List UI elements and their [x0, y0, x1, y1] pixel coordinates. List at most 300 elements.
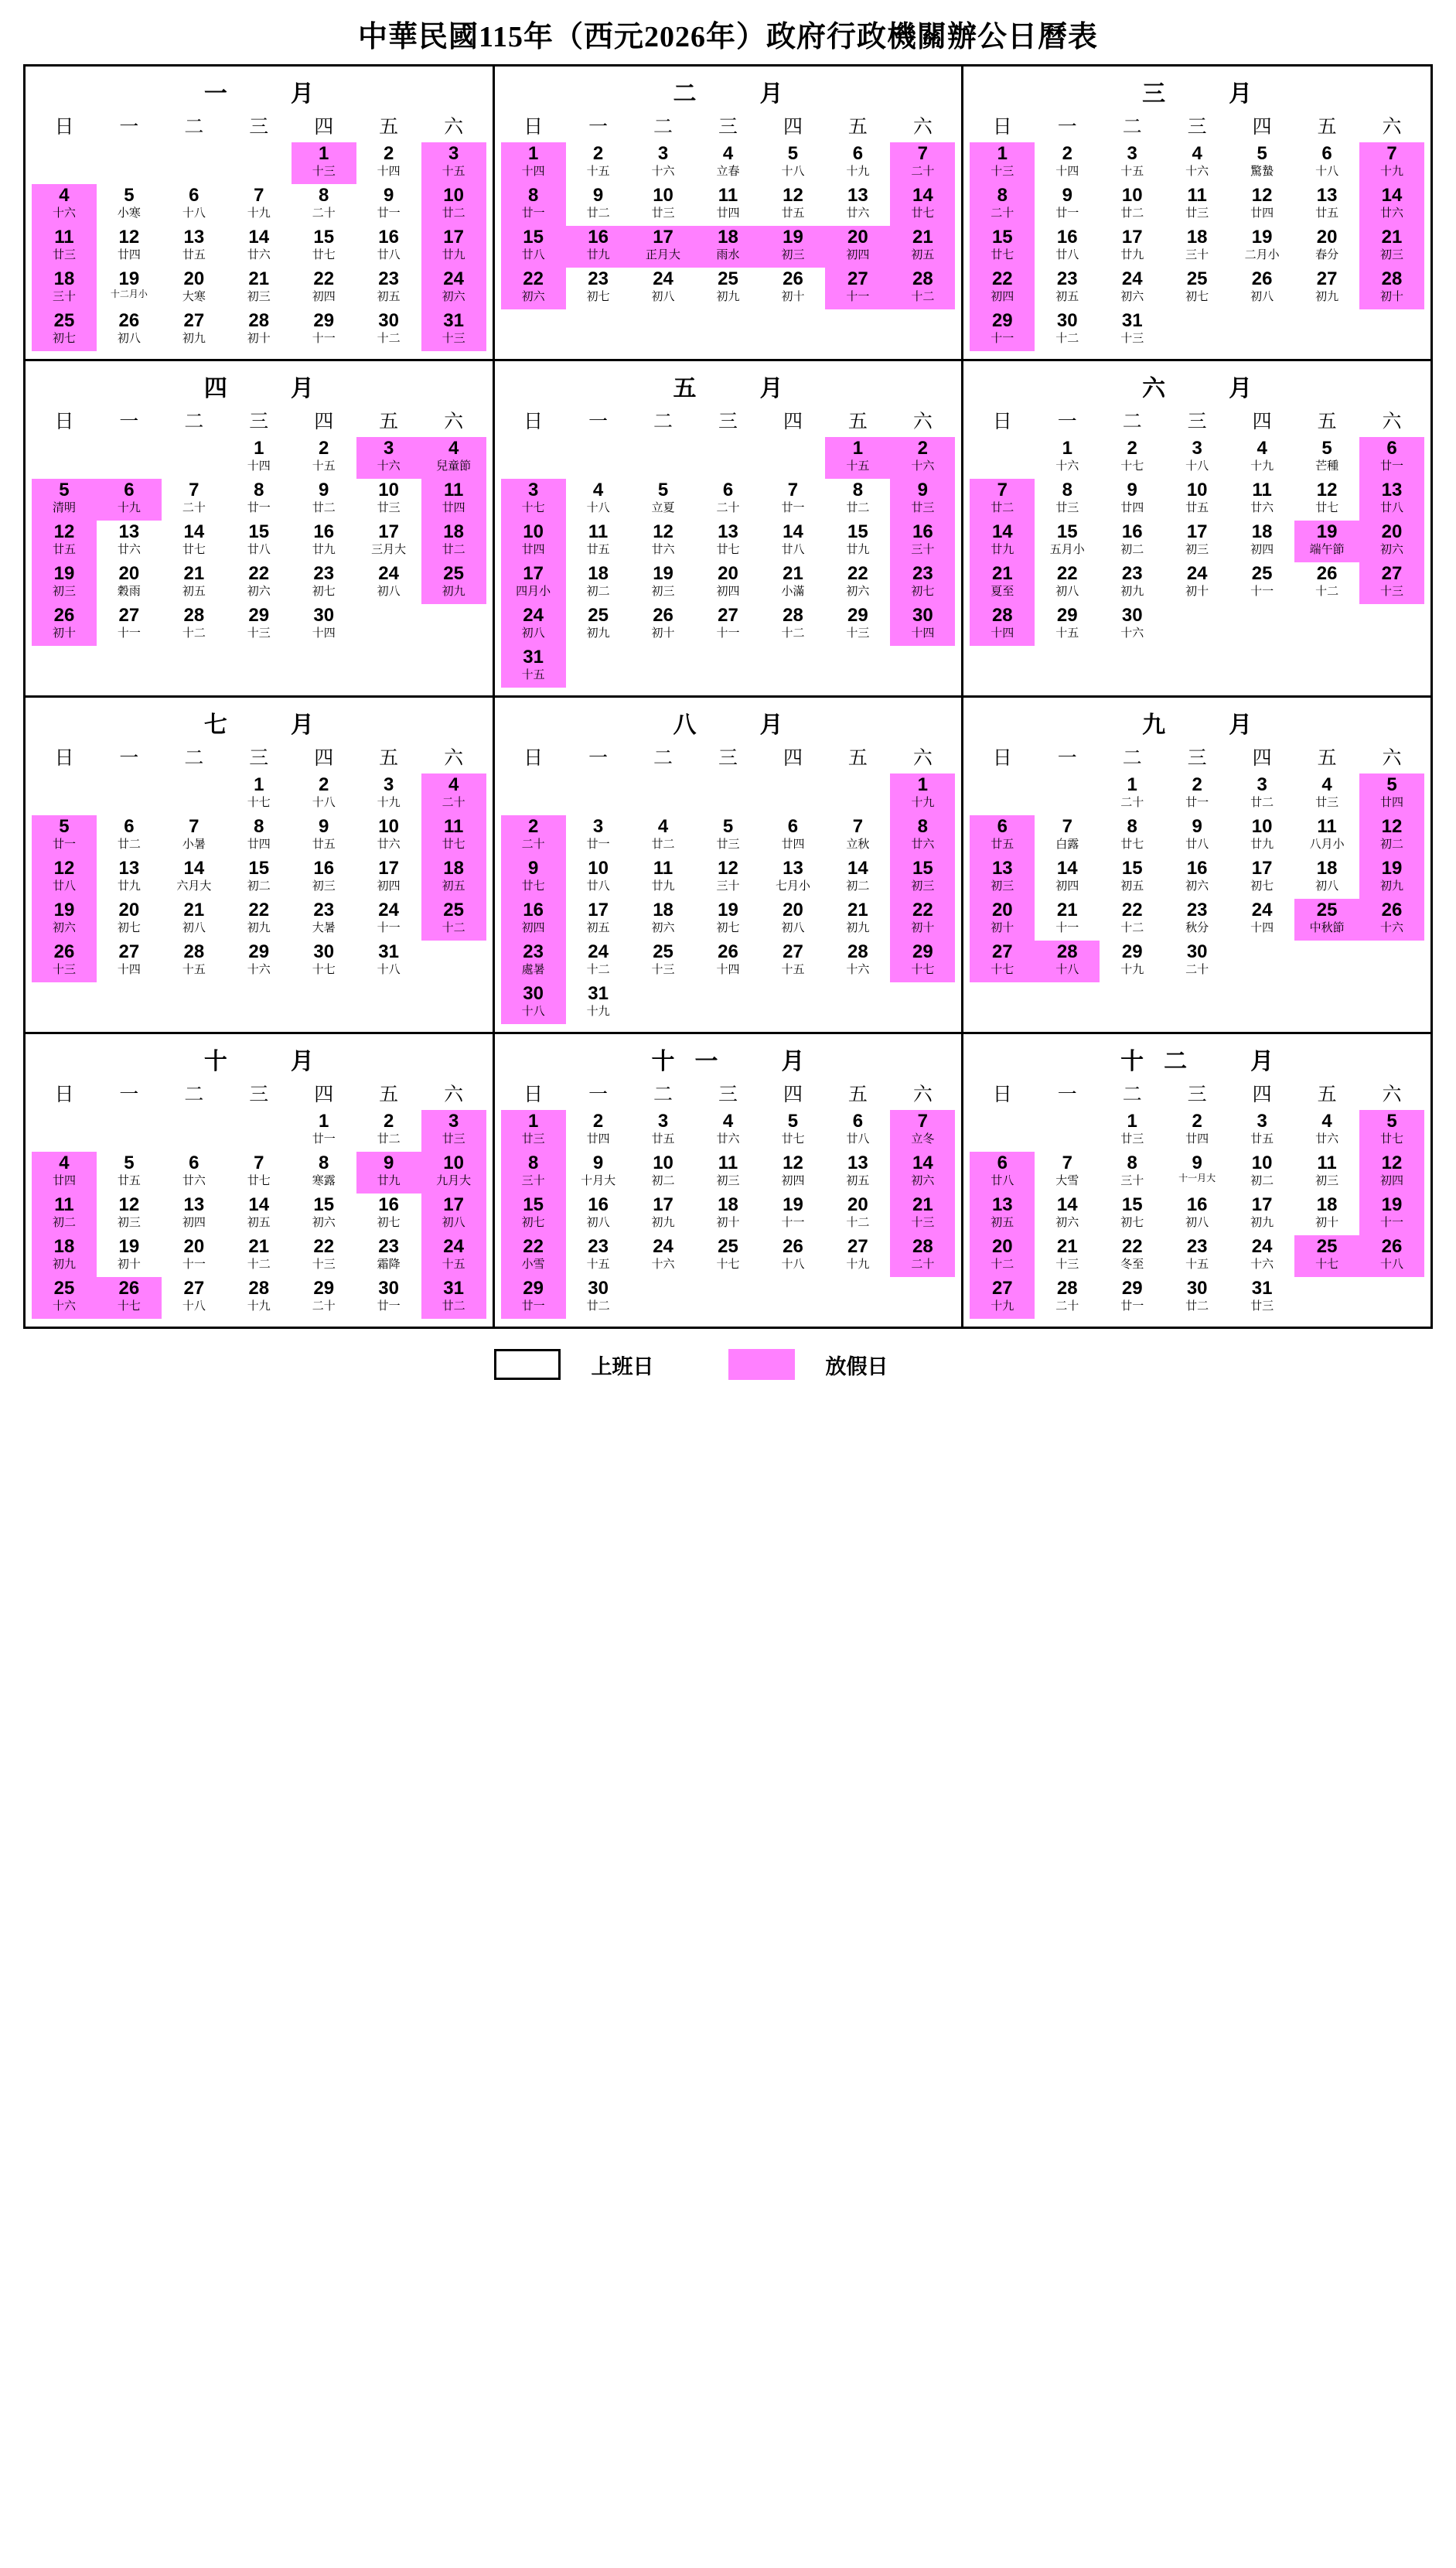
day-cell-holiday[interactable]	[501, 815, 566, 857]
day-cell-workday[interactable]	[1035, 268, 1100, 309]
day-cell-workday[interactable]	[760, 604, 825, 646]
day-cell-workday[interactable]	[162, 1277, 227, 1319]
day-cell-workday[interactable]	[760, 1194, 825, 1235]
day-cell-workday[interactable]	[292, 479, 356, 521]
day-cell-workday[interactable]	[292, 437, 356, 479]
day-cell-workday[interactable]	[1229, 142, 1294, 184]
day-cell-workday[interactable]	[566, 1194, 631, 1235]
day-cell-workday[interactable]	[292, 1277, 356, 1319]
day-cell-workday[interactable]	[631, 815, 696, 857]
day-cell-holiday[interactable]	[1359, 815, 1424, 857]
day-cell-workday[interactable]	[631, 604, 696, 646]
day-cell-workday[interactable]	[1229, 184, 1294, 226]
day-cell-workday[interactable]	[356, 1235, 421, 1277]
day-cell-workday[interactable]	[356, 562, 421, 604]
day-cell-workday[interactable]	[162, 1152, 227, 1194]
day-cell-workday[interactable]	[97, 899, 162, 941]
day-cell-holiday[interactable]	[421, 857, 486, 899]
day-cell-holiday[interactable]	[501, 1235, 566, 1277]
day-cell-holiday[interactable]	[890, 479, 955, 521]
day-cell-workday[interactable]	[1035, 521, 1100, 562]
day-cell-holiday[interactable]	[32, 521, 97, 562]
day-cell-workday[interactable]	[1100, 1277, 1164, 1319]
day-cell-workday[interactable]	[566, 521, 631, 562]
day-cell-holiday[interactable]	[97, 1277, 162, 1319]
day-cell-workday[interactable]	[1100, 226, 1164, 268]
day-cell-workday[interactable]	[1100, 521, 1164, 562]
day-cell-workday[interactable]	[356, 1277, 421, 1319]
day-cell-holiday[interactable]	[890, 1152, 955, 1194]
day-cell-workday[interactable]	[1229, 1110, 1294, 1152]
day-cell-workday[interactable]	[760, 941, 825, 982]
day-cell-workday[interactable]	[760, 857, 825, 899]
day-cell-workday[interactable]	[1229, 437, 1294, 479]
day-cell-workday[interactable]	[227, 1194, 292, 1235]
day-cell-workday[interactable]	[566, 268, 631, 309]
day-cell-workday[interactable]	[1164, 184, 1229, 226]
day-cell-workday[interactable]	[1100, 1235, 1164, 1277]
day-cell-holiday[interactable]	[1294, 521, 1359, 562]
day-cell-holiday[interactable]	[825, 268, 890, 309]
day-cell-holiday[interactable]	[1359, 226, 1424, 268]
day-cell-holiday[interactable]	[1359, 1235, 1424, 1277]
day-cell-holiday[interactable]	[825, 437, 890, 479]
day-cell-holiday[interactable]	[696, 226, 761, 268]
day-cell-holiday[interactable]	[1294, 899, 1359, 941]
day-cell-holiday[interactable]	[501, 226, 566, 268]
day-cell-holiday[interactable]	[1359, 773, 1424, 815]
day-cell-holiday[interactable]	[890, 899, 955, 941]
day-cell-holiday[interactable]	[1359, 1110, 1424, 1152]
day-cell-workday[interactable]	[1229, 1152, 1294, 1194]
day-cell-workday[interactable]	[356, 899, 421, 941]
day-cell-workday[interactable]	[162, 815, 227, 857]
day-cell-holiday[interactable]	[970, 142, 1035, 184]
day-cell-workday[interactable]	[1100, 562, 1164, 604]
day-cell-workday[interactable]	[825, 941, 890, 982]
day-cell-workday[interactable]	[1164, 1277, 1229, 1319]
day-cell-workday[interactable]	[1164, 815, 1229, 857]
day-cell-workday[interactable]	[1035, 1277, 1100, 1319]
day-cell-holiday[interactable]	[32, 899, 97, 941]
day-cell-workday[interactable]	[1100, 1194, 1164, 1235]
day-cell-workday[interactable]	[566, 941, 631, 982]
day-cell-workday[interactable]	[292, 184, 356, 226]
day-cell-workday[interactable]	[760, 479, 825, 521]
day-cell-holiday[interactable]	[421, 479, 486, 521]
day-cell-workday[interactable]	[1100, 437, 1164, 479]
day-cell-workday[interactable]	[292, 1110, 356, 1152]
day-cell-workday[interactable]	[356, 1194, 421, 1235]
day-cell-workday[interactable]	[356, 268, 421, 309]
day-cell-workday[interactable]	[631, 521, 696, 562]
day-cell-holiday[interactable]	[1359, 899, 1424, 941]
day-cell-workday[interactable]	[162, 521, 227, 562]
day-cell-workday[interactable]	[1164, 1152, 1229, 1194]
day-cell-workday[interactable]	[1035, 815, 1100, 857]
day-cell-holiday[interactable]	[97, 479, 162, 521]
day-cell-workday[interactable]	[1294, 226, 1359, 268]
day-cell-holiday[interactable]	[890, 941, 955, 982]
day-cell-workday[interactable]	[1229, 226, 1294, 268]
day-cell-workday[interactable]	[566, 815, 631, 857]
day-cell-holiday[interactable]	[1359, 142, 1424, 184]
day-cell-workday[interactable]	[1229, 1194, 1294, 1235]
day-cell-workday[interactable]	[1035, 309, 1100, 351]
day-cell-workday[interactable]	[292, 773, 356, 815]
day-cell-workday[interactable]	[566, 142, 631, 184]
day-cell-holiday[interactable]	[501, 857, 566, 899]
day-cell-workday[interactable]	[227, 1235, 292, 1277]
day-cell-workday[interactable]	[1229, 268, 1294, 309]
day-cell-holiday[interactable]	[356, 437, 421, 479]
day-cell-workday[interactable]	[696, 1152, 761, 1194]
day-cell-holiday[interactable]	[890, 1235, 955, 1277]
day-cell-workday[interactable]	[566, 899, 631, 941]
day-cell-workday[interactable]	[1229, 773, 1294, 815]
day-cell-holiday[interactable]	[501, 646, 566, 688]
day-cell-workday[interactable]	[1164, 1235, 1229, 1277]
day-cell-holiday[interactable]	[32, 184, 97, 226]
day-cell-workday[interactable]	[760, 1235, 825, 1277]
day-cell-workday[interactable]	[292, 899, 356, 941]
day-cell-workday[interactable]	[227, 773, 292, 815]
day-cell-holiday[interactable]	[356, 1152, 421, 1194]
day-cell-holiday[interactable]	[890, 521, 955, 562]
day-cell-workday[interactable]	[825, 479, 890, 521]
day-cell-workday[interactable]	[162, 899, 227, 941]
day-cell-holiday[interactable]	[501, 184, 566, 226]
day-cell-holiday[interactable]	[32, 1235, 97, 1277]
day-cell-workday[interactable]	[760, 142, 825, 184]
day-cell-workday[interactable]	[1164, 899, 1229, 941]
day-cell-workday[interactable]	[631, 562, 696, 604]
day-cell-workday[interactable]	[1229, 1235, 1294, 1277]
day-cell-workday[interactable]	[825, 857, 890, 899]
day-cell-holiday[interactable]	[890, 437, 955, 479]
day-cell-workday[interactable]	[1164, 857, 1229, 899]
day-cell-workday[interactable]	[1294, 562, 1359, 604]
day-cell-workday[interactable]	[292, 1194, 356, 1235]
day-cell-workday[interactable]	[1164, 226, 1229, 268]
day-cell-workday[interactable]	[825, 1235, 890, 1277]
day-cell-workday[interactable]	[292, 521, 356, 562]
day-cell-workday[interactable]	[227, 184, 292, 226]
day-cell-holiday[interactable]	[1294, 1235, 1359, 1277]
day-cell-workday[interactable]	[1035, 142, 1100, 184]
day-cell-workday[interactable]	[97, 1194, 162, 1235]
day-cell-workday[interactable]	[1164, 268, 1229, 309]
day-cell-holiday[interactable]	[421, 1277, 486, 1319]
day-cell-workday[interactable]	[162, 184, 227, 226]
day-cell-workday[interactable]	[356, 1110, 421, 1152]
day-cell-workday[interactable]	[1294, 142, 1359, 184]
day-cell-workday[interactable]	[227, 899, 292, 941]
day-cell-holiday[interactable]	[970, 184, 1035, 226]
day-cell-workday[interactable]	[631, 1194, 696, 1235]
day-cell-holiday[interactable]	[970, 1194, 1035, 1235]
day-cell-workday[interactable]	[356, 773, 421, 815]
day-cell-holiday[interactable]	[421, 1110, 486, 1152]
day-cell-workday[interactable]	[631, 142, 696, 184]
day-cell-workday[interactable]	[162, 562, 227, 604]
day-cell-workday[interactable]	[292, 562, 356, 604]
day-cell-workday[interactable]	[1294, 1194, 1359, 1235]
day-cell-holiday[interactable]	[421, 184, 486, 226]
day-cell-workday[interactable]	[1100, 142, 1164, 184]
day-cell-holiday[interactable]	[421, 437, 486, 479]
day-cell-holiday[interactable]	[1359, 437, 1424, 479]
day-cell-workday[interactable]	[1229, 815, 1294, 857]
day-cell-workday[interactable]	[696, 857, 761, 899]
day-cell-workday[interactable]	[825, 1110, 890, 1152]
day-cell-workday[interactable]	[1294, 1152, 1359, 1194]
day-cell-workday[interactable]	[227, 521, 292, 562]
day-cell-holiday[interactable]	[1359, 1194, 1424, 1235]
day-cell-holiday[interactable]	[970, 941, 1035, 982]
day-cell-holiday[interactable]	[32, 815, 97, 857]
day-cell-workday[interactable]	[97, 604, 162, 646]
day-cell-workday[interactable]	[97, 857, 162, 899]
day-cell-workday[interactable]	[1035, 1194, 1100, 1235]
day-cell-workday[interactable]	[696, 268, 761, 309]
day-cell-holiday[interactable]	[501, 562, 566, 604]
day-cell-workday[interactable]	[162, 857, 227, 899]
day-cell-workday[interactable]	[696, 941, 761, 982]
day-cell-workday[interactable]	[696, 1110, 761, 1152]
day-cell-holiday[interactable]	[970, 226, 1035, 268]
day-cell-workday[interactable]	[566, 857, 631, 899]
day-cell-holiday[interactable]	[501, 479, 566, 521]
day-cell-holiday[interactable]	[32, 1152, 97, 1194]
day-cell-workday[interactable]	[760, 268, 825, 309]
day-cell-workday[interactable]	[1164, 562, 1229, 604]
day-cell-workday[interactable]	[97, 562, 162, 604]
day-cell-holiday[interactable]	[825, 226, 890, 268]
day-cell-workday[interactable]	[825, 142, 890, 184]
day-cell-holiday[interactable]	[970, 604, 1035, 646]
day-cell-workday[interactable]	[760, 1152, 825, 1194]
day-cell-holiday[interactable]	[501, 982, 566, 1024]
day-cell-workday[interactable]	[760, 562, 825, 604]
day-cell-workday[interactable]	[1164, 437, 1229, 479]
day-cell-workday[interactable]	[97, 1152, 162, 1194]
day-cell-workday[interactable]	[1294, 479, 1359, 521]
day-cell-workday[interactable]	[631, 268, 696, 309]
day-cell-workday[interactable]	[1035, 604, 1100, 646]
day-cell-workday[interactable]	[696, 142, 761, 184]
day-cell-holiday[interactable]	[970, 521, 1035, 562]
day-cell-holiday[interactable]	[501, 899, 566, 941]
day-cell-workday[interactable]	[162, 309, 227, 351]
day-cell-workday[interactable]	[162, 226, 227, 268]
day-cell-workday[interactable]	[356, 142, 421, 184]
day-cell-workday[interactable]	[1100, 773, 1164, 815]
day-cell-workday[interactable]	[1100, 857, 1164, 899]
day-cell-holiday[interactable]	[566, 226, 631, 268]
day-cell-workday[interactable]	[696, 1194, 761, 1235]
day-cell-workday[interactable]	[356, 857, 421, 899]
day-cell-workday[interactable]	[566, 1235, 631, 1277]
day-cell-holiday[interactable]	[970, 479, 1035, 521]
day-cell-workday[interactable]	[566, 1152, 631, 1194]
day-cell-workday[interactable]	[1229, 899, 1294, 941]
day-cell-workday[interactable]	[227, 941, 292, 982]
day-cell-workday[interactable]	[1164, 142, 1229, 184]
day-cell-holiday[interactable]	[890, 268, 955, 309]
day-cell-workday[interactable]	[227, 1152, 292, 1194]
day-cell-holiday[interactable]	[890, 562, 955, 604]
day-cell-workday[interactable]	[1100, 941, 1164, 982]
day-cell-holiday[interactable]	[1035, 941, 1100, 982]
day-cell-workday[interactable]	[1164, 941, 1229, 982]
day-cell-holiday[interactable]	[501, 1194, 566, 1235]
day-cell-workday[interactable]	[1294, 1110, 1359, 1152]
day-cell-workday[interactable]	[162, 941, 227, 982]
day-cell-workday[interactable]	[1035, 1152, 1100, 1194]
day-cell-workday[interactable]	[1035, 184, 1100, 226]
day-cell-workday[interactable]	[1294, 773, 1359, 815]
day-cell-workday[interactable]	[696, 1235, 761, 1277]
day-cell-holiday[interactable]	[890, 142, 955, 184]
day-cell-workday[interactable]	[1035, 1235, 1100, 1277]
day-cell-workday[interactable]	[97, 941, 162, 982]
day-cell-holiday[interactable]	[32, 1277, 97, 1319]
day-cell-holiday[interactable]	[501, 604, 566, 646]
day-cell-workday[interactable]	[227, 604, 292, 646]
day-cell-workday[interactable]	[1164, 479, 1229, 521]
day-cell-holiday[interactable]	[501, 1152, 566, 1194]
day-cell-holiday[interactable]	[421, 1235, 486, 1277]
day-cell-holiday[interactable]	[1359, 521, 1424, 562]
day-cell-holiday[interactable]	[501, 941, 566, 982]
day-cell-holiday[interactable]	[970, 1277, 1035, 1319]
day-cell-workday[interactable]	[825, 562, 890, 604]
day-cell-holiday[interactable]	[970, 268, 1035, 309]
day-cell-workday[interactable]	[162, 1194, 227, 1235]
day-cell-workday[interactable]	[760, 1110, 825, 1152]
day-cell-workday[interactable]	[356, 815, 421, 857]
day-cell-workday[interactable]	[696, 184, 761, 226]
day-cell-holiday[interactable]	[421, 815, 486, 857]
day-cell-holiday[interactable]	[421, 521, 486, 562]
day-cell-workday[interactable]	[825, 184, 890, 226]
day-cell-workday[interactable]	[696, 562, 761, 604]
day-cell-holiday[interactable]	[1359, 857, 1424, 899]
day-cell-holiday[interactable]	[421, 773, 486, 815]
day-cell-workday[interactable]	[696, 521, 761, 562]
day-cell-holiday[interactable]	[631, 226, 696, 268]
day-cell-workday[interactable]	[1294, 815, 1359, 857]
day-cell-holiday[interactable]	[890, 773, 955, 815]
day-cell-workday[interactable]	[292, 1152, 356, 1194]
day-cell-workday[interactable]	[825, 815, 890, 857]
day-cell-workday[interactable]	[696, 815, 761, 857]
day-cell-workday[interactable]	[1294, 268, 1359, 309]
day-cell-holiday[interactable]	[421, 1152, 486, 1194]
day-cell-workday[interactable]	[1100, 268, 1164, 309]
day-cell-workday[interactable]	[566, 184, 631, 226]
day-cell-workday[interactable]	[631, 184, 696, 226]
day-cell-holiday[interactable]	[970, 899, 1035, 941]
day-cell-workday[interactable]	[97, 521, 162, 562]
day-cell-holiday[interactable]	[1359, 268, 1424, 309]
day-cell-workday[interactable]	[1035, 857, 1100, 899]
day-cell-workday[interactable]	[566, 1110, 631, 1152]
day-cell-workday[interactable]	[760, 521, 825, 562]
day-cell-workday[interactable]	[162, 479, 227, 521]
day-cell-holiday[interactable]	[32, 941, 97, 982]
day-cell-workday[interactable]	[760, 899, 825, 941]
day-cell-workday[interactable]	[356, 309, 421, 351]
day-cell-workday[interactable]	[1100, 309, 1164, 351]
day-cell-workday[interactable]	[1100, 184, 1164, 226]
day-cell-workday[interactable]	[1100, 479, 1164, 521]
day-cell-workday[interactable]	[825, 899, 890, 941]
day-cell-workday[interactable]	[1100, 815, 1164, 857]
day-cell-holiday[interactable]	[421, 899, 486, 941]
day-cell-workday[interactable]	[162, 268, 227, 309]
day-cell-workday[interactable]	[356, 184, 421, 226]
day-cell-workday[interactable]	[696, 899, 761, 941]
day-cell-workday[interactable]	[162, 604, 227, 646]
day-cell-workday[interactable]	[292, 857, 356, 899]
day-cell-workday[interactable]	[97, 226, 162, 268]
day-cell-holiday[interactable]	[890, 815, 955, 857]
day-cell-holiday[interactable]	[501, 1110, 566, 1152]
day-cell-workday[interactable]	[1035, 437, 1100, 479]
day-cell-holiday[interactable]	[890, 226, 955, 268]
day-cell-workday[interactable]	[227, 857, 292, 899]
day-cell-workday[interactable]	[631, 941, 696, 982]
day-cell-workday[interactable]	[356, 521, 421, 562]
day-cell-workday[interactable]	[292, 941, 356, 982]
day-cell-holiday[interactable]	[970, 1152, 1035, 1194]
day-cell-workday[interactable]	[97, 1235, 162, 1277]
day-cell-holiday[interactable]	[970, 562, 1035, 604]
day-cell-holiday[interactable]	[421, 309, 486, 351]
day-cell-holiday[interactable]	[1359, 184, 1424, 226]
day-cell-workday[interactable]	[227, 815, 292, 857]
day-cell-holiday[interactable]	[421, 562, 486, 604]
day-cell-workday[interactable]	[97, 184, 162, 226]
day-cell-holiday[interactable]	[32, 562, 97, 604]
day-cell-workday[interactable]	[825, 604, 890, 646]
day-cell-workday[interactable]	[760, 815, 825, 857]
day-cell-holiday[interactable]	[421, 142, 486, 184]
day-cell-workday[interactable]	[1164, 521, 1229, 562]
day-cell-holiday[interactable]	[32, 309, 97, 351]
day-cell-holiday[interactable]	[421, 1194, 486, 1235]
day-cell-holiday[interactable]	[970, 1235, 1035, 1277]
day-cell-workday[interactable]	[1035, 562, 1100, 604]
day-cell-workday[interactable]	[566, 562, 631, 604]
day-cell-holiday[interactable]	[760, 226, 825, 268]
day-cell-holiday[interactable]	[501, 142, 566, 184]
day-cell-workday[interactable]	[97, 309, 162, 351]
day-cell-holiday[interactable]	[970, 857, 1035, 899]
day-cell-workday[interactable]	[631, 479, 696, 521]
day-cell-workday[interactable]	[631, 857, 696, 899]
day-cell-holiday[interactable]	[970, 815, 1035, 857]
day-cell-workday[interactable]	[566, 1277, 631, 1319]
day-cell-workday[interactable]	[825, 1194, 890, 1235]
day-cell-workday[interactable]	[1229, 479, 1294, 521]
day-cell-holiday[interactable]	[970, 309, 1035, 351]
day-cell-workday[interactable]	[227, 1277, 292, 1319]
day-cell-workday[interactable]	[227, 479, 292, 521]
day-cell-workday[interactable]	[825, 1152, 890, 1194]
